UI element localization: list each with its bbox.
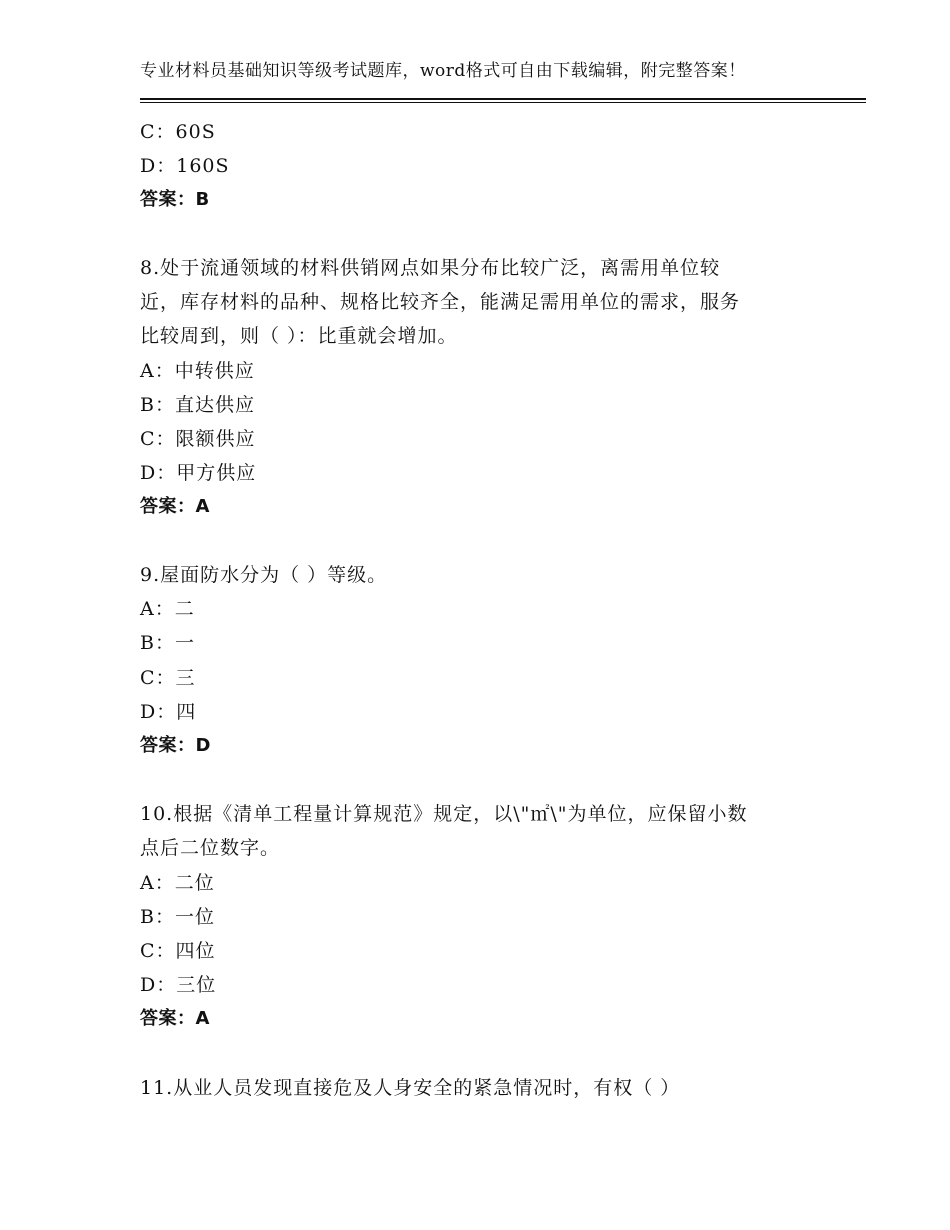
q10-stem-line-1: 10.根据《清单工程量计算规范》规定，以\"㎡\"为单位，应保留小数 [140,803,748,825]
header-divider [140,98,866,103]
q8-option-b: B：直达供应 [140,394,255,416]
q8-stem-line-3: 比较周到，则（ ）：比重就会增加。 [140,325,458,347]
q8-option-d: D：甲方供应 [140,462,257,484]
q9-option-d: D：四 [140,701,197,723]
q10-option-d: D：三位 [140,974,217,996]
q9-option-a: A：二 [140,598,195,620]
q10-option-a: A：二位 [140,872,215,894]
q10-answer: 答案：A [140,1008,210,1029]
q10-stem-line-2: 点后二位数字。 [140,837,281,859]
q10-option-b: B：一位 [140,906,215,928]
q10-option-c: C：四位 [140,940,216,962]
q8-option-a: A：中转供应 [140,360,255,382]
q9-stem-line-1: 9.屋面防水分为（ ）等级。 [140,564,388,586]
q9-answer: 答案：D [140,735,211,756]
q8-stem-line-1: 8.处于流通领域的材料供销网点如果分布比较广泛，离需用单位较 [140,257,721,279]
q8-option-c: C：限额供应 [140,428,256,450]
q8-stem-line-2: 近，库存材料的品种、规格比较齐全，能满足需用单位的需求，服务 [140,291,741,313]
page-header-title: 专业材料员基础知识等级考试题库，word格式可自由下载编辑，附完整答案！ [140,61,746,81]
q7-option-d: D：160S [140,155,230,177]
q8-answer: 答案：A [140,496,210,517]
q11-stem-line-1: 11.从业人员发现直接危及人身安全的紧急情况时，有权（ ） [140,1077,681,1099]
q9-option-c: C：三 [140,667,196,689]
q7-answer: 答案：B [140,189,210,210]
q9-option-b: B：一 [140,632,195,654]
q7-option-c: C：60S [140,121,216,143]
